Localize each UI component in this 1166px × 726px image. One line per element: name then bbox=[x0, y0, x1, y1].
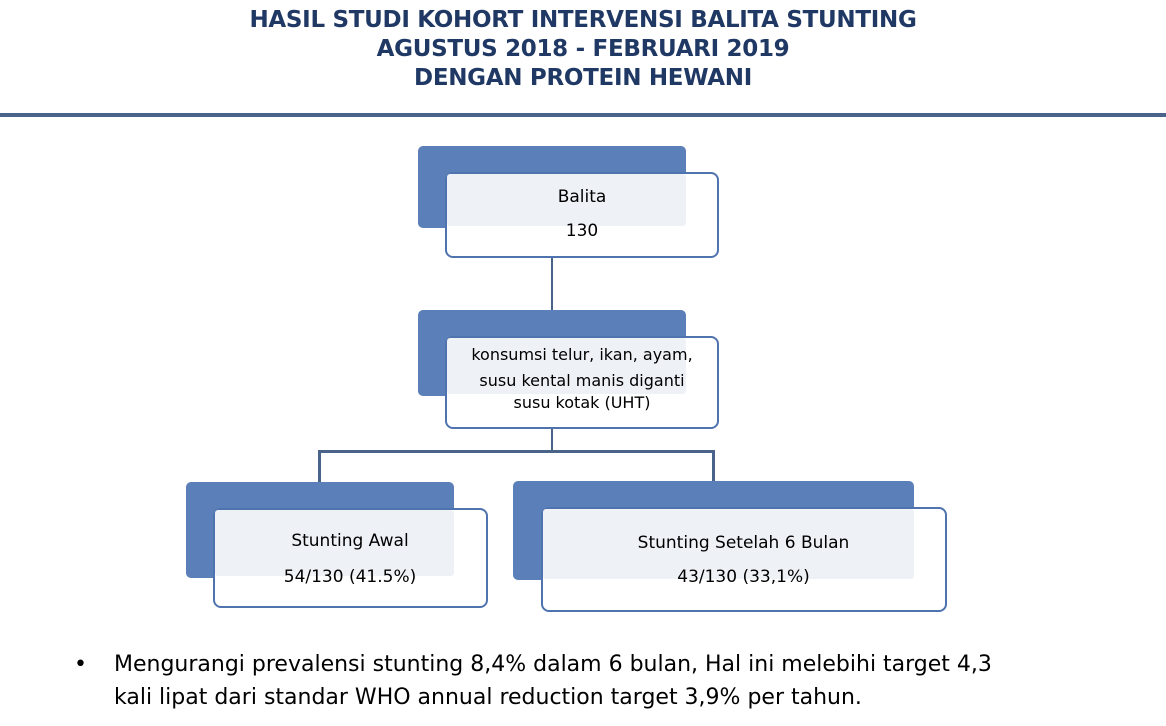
bullet-dot-icon: • bbox=[74, 652, 87, 677]
node-baseline-value: 54/130 (41.5%) bbox=[283, 567, 417, 587]
node-intervention-line-1: konsumsi telur, ikan, ayam, bbox=[471, 345, 693, 364]
node-after-value: 43/130 (33,1%) bbox=[677, 567, 810, 587]
node-root-value: 130 bbox=[565, 221, 599, 241]
bullet-text-line-2: kali lipat dari standar WHO annual reduction target 3,9% per tahun. bbox=[114, 685, 862, 710]
bullet-text-line-1: Mengurangi prevalensi stunting 8,4% dalam 6 bulan, Hal ini melebihi target 4,3 bbox=[114, 652, 992, 677]
bullet-text bbox=[114, 648, 1124, 714]
node-root-label: Balita bbox=[557, 187, 607, 207]
title-line-3: DENGAN PROTEIN HEWANI bbox=[414, 65, 752, 91]
node-baseline-label: Stunting Awal bbox=[291, 531, 409, 551]
node-intervention-line-2: susu kental manis diganti bbox=[479, 371, 685, 390]
node-intervention-line-3: susu kotak (UHT) bbox=[513, 393, 651, 412]
connector-intervention-stem bbox=[551, 428, 553, 452]
connector-to-baseline bbox=[318, 450, 321, 482]
connector-to-after bbox=[712, 450, 715, 482]
connector-horizontal bbox=[318, 450, 715, 453]
title-line-1: HASIL STUDI KOHORT INTERVENSI BALITA STUNTING bbox=[249, 7, 917, 33]
title-line-2: AGUSTUS 2018 - FEBRUARI 2019 bbox=[376, 36, 790, 62]
title-divider bbox=[0, 113, 1166, 117]
node-after-label: Stunting Setelah 6 Bulan bbox=[637, 533, 850, 553]
slide-title bbox=[0, 6, 1166, 93]
